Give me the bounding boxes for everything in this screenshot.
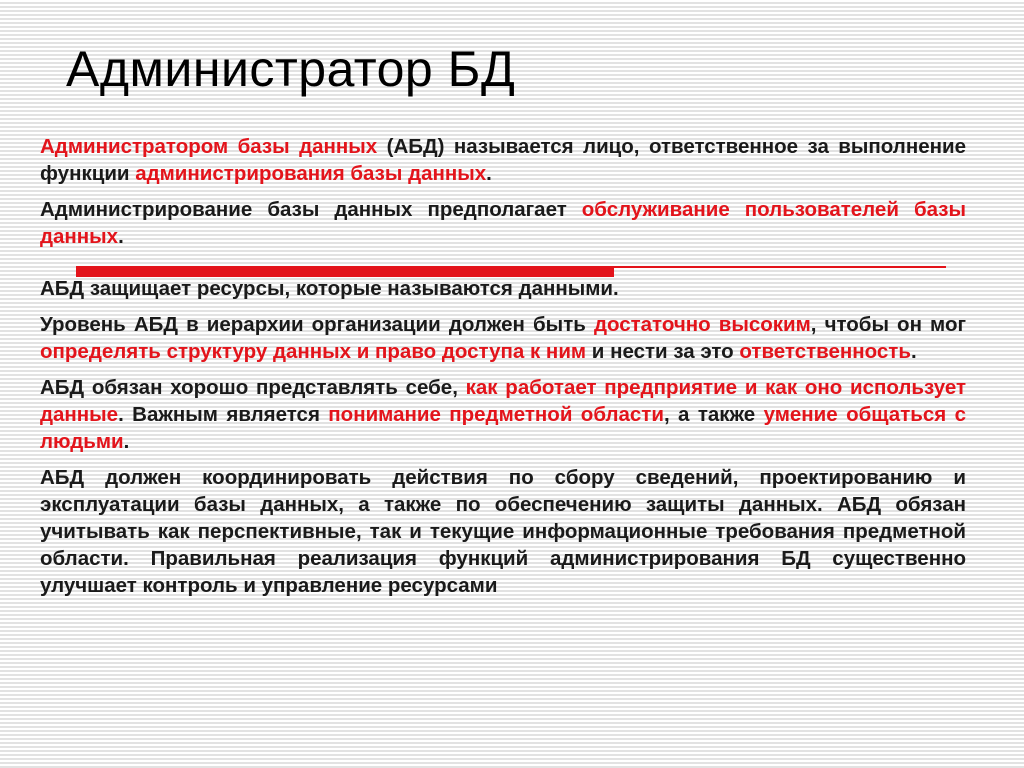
text-run: . Важным является [118, 403, 329, 426]
slide-title: Администратор БД [66, 41, 516, 97]
term-domain-understanding: понимание предметной области [328, 403, 664, 426]
text-run: . [910, 340, 917, 363]
text-run: и нести за это [586, 340, 740, 363]
text-run: , чтобы он мог [810, 313, 966, 336]
paragraph-coordination [40, 464, 966, 599]
text-run: АБД защищает ресурсы, которые называются данными. [40, 277, 619, 300]
text-run: . [118, 225, 124, 248]
paragraph-definition [40, 133, 966, 187]
text-run: Уровень АБД в иерархии организации должен быть [40, 313, 594, 336]
slide-body [40, 133, 966, 608]
term-db-administration: администрирования базы данных [135, 162, 487, 185]
term-user-service: обслуживание пользователей базы данных [40, 198, 966, 248]
paragraph-resources [40, 275, 966, 302]
term-dba: Администратором базы данных [40, 135, 378, 158]
text-run: . [486, 162, 492, 185]
text-run: . [123, 430, 130, 453]
term-define-structure: определять структуру данных и право доступа к ним [40, 340, 587, 363]
text-run: , а также [663, 403, 764, 426]
paragraph-knowledge [40, 374, 966, 455]
term-responsibility: ответственность [739, 340, 911, 363]
term-high-level: достаточно высоким [593, 313, 811, 336]
term-communication-skills: умение общаться с людьми [40, 403, 966, 453]
paragraph-hierarchy [40, 311, 966, 365]
paragraph-administration [40, 196, 966, 250]
term-how-enterprise-works: как работает предприятие и как оно использует данные [40, 376, 966, 426]
text-run: АБД обязан хорошо представлять себе, [40, 376, 466, 399]
text-run: (АБД) называется лицо, ответственное за выполнение функции [40, 135, 966, 185]
text-run: Администрирование базы данных предполагает [40, 198, 582, 221]
text-run: АБД должен координировать действия по сбору сведений, проектированию и эксплуатации базы данных, а также по обеспечению защиты данных. АБД обязан учитывать как перспективные, так и текущие информационные требования предметной области. Правильная реализация функций администрирования БД существенно улучшает контроль и управление ресурсами [40, 466, 966, 597]
